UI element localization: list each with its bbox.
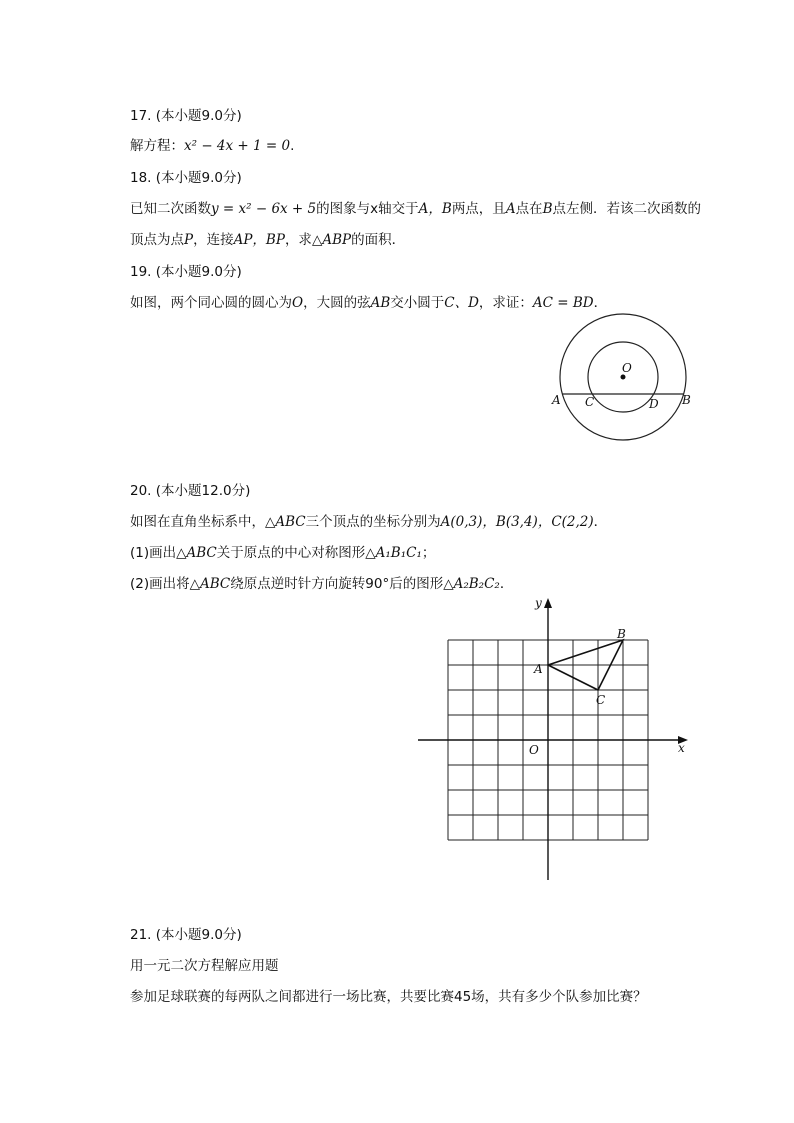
q20-math: △A₁B₁C₁ xyxy=(365,545,422,561)
q18-math: △ABP xyxy=(311,232,352,248)
q18-text: 的面积． xyxy=(351,232,406,248)
q21-line1: 用一元二次方程解应用题 xyxy=(130,958,279,974)
q19-concentric-circles-figure xyxy=(545,310,705,445)
q18-math: B xyxy=(542,201,553,217)
q17-header: 17. (本小题9.0分) xyxy=(130,108,242,124)
label-c: C xyxy=(585,395,595,409)
q17-text xyxy=(130,134,294,154)
q20-text: 关于原点的中心对称图形 xyxy=(216,545,366,561)
q20-text: (1)画出 xyxy=(130,545,177,561)
q19-math: O xyxy=(292,295,304,311)
q18-text: ，求 xyxy=(284,232,312,248)
q20-text: ； xyxy=(421,545,436,561)
q20-math: △ABC xyxy=(265,514,306,530)
q18-math: AP，BP xyxy=(233,232,285,248)
label-a: A xyxy=(552,393,561,407)
q20-text: 三个顶点的坐标分别为 xyxy=(305,514,441,530)
q18-math: A，B xyxy=(418,201,452,217)
q20-text: ． xyxy=(593,514,608,530)
label-o: O xyxy=(622,361,632,375)
x-axis-label: x xyxy=(678,741,685,755)
q20-text: 如图在直角坐标系中， xyxy=(130,514,265,530)
q20-part2 xyxy=(130,572,513,592)
q18-math: A xyxy=(505,201,516,217)
q20-header: 20. (本小题12.0分) xyxy=(130,483,251,499)
q18-text: 点左侧．若该二次函数的 xyxy=(552,201,701,217)
origin-label: O xyxy=(529,743,539,757)
q20-text: ． xyxy=(499,576,514,592)
q21-line2: 参加足球联赛的每两队之间都进行一场比赛，共要比赛45场，共有多少个队参加比赛？ xyxy=(130,989,647,1005)
q20-text: (2)画出将 xyxy=(130,576,190,592)
q20-math: △ABC xyxy=(189,576,231,592)
q19-text-part: ，大圆的弦 xyxy=(303,295,371,311)
q19-text xyxy=(130,291,607,311)
q20-line1 xyxy=(130,510,607,530)
q17-suffix: . xyxy=(290,138,295,154)
point-c-label: C xyxy=(596,693,606,707)
q19-text-part: 交小圆于 xyxy=(390,295,445,311)
q19-math: AB xyxy=(370,295,391,311)
center-point xyxy=(621,375,626,380)
q21-header: 21. (本小题9.0分) xyxy=(130,927,242,943)
q20-math: △ABC xyxy=(176,545,217,561)
point-b-label: B xyxy=(617,627,626,641)
y-axis-label: y xyxy=(535,596,542,610)
q18-equation: y = x² − 6x + 5 xyxy=(211,201,317,217)
q17-equation: x² − 4x + 1 = 0 xyxy=(184,138,291,154)
q19-header: 19. (本小题9.0分) xyxy=(130,264,242,280)
q18-text: 顶点为点 xyxy=(130,232,184,248)
q18-text: 的图象与x轴交于 xyxy=(316,201,419,217)
q18-text: 两点，且 xyxy=(451,201,506,217)
q18-header: 18. (本小题9.0分) xyxy=(130,170,242,186)
q19-text-part: ． xyxy=(593,295,608,311)
q20-coordinate-grid-figure xyxy=(410,590,700,885)
label-d: D xyxy=(649,397,659,411)
q19-math: C、D xyxy=(444,295,479,311)
y-axis-arrow-icon xyxy=(544,598,552,608)
q18-math: P xyxy=(184,232,194,248)
q19-text-part: ，求证： xyxy=(478,295,533,311)
point-a-label: A xyxy=(534,662,543,676)
q18-line2 xyxy=(130,228,405,248)
q19-math: AC = BD xyxy=(532,295,594,311)
q19-text-part: 如图，两个同心圆的圆心为 xyxy=(130,295,292,311)
q20-text: 绕原点逆时针方向旋转90°后的图形 xyxy=(230,576,444,592)
q20-math: A(0,3)，B(3,4)，C(2,2) xyxy=(440,514,594,530)
q17-prefix: 解方程： xyxy=(130,138,184,154)
q20-part1 xyxy=(130,541,435,561)
q18-text: 点在 xyxy=(515,201,543,217)
label-b: B xyxy=(682,393,691,407)
q18-line1 xyxy=(130,197,701,217)
q18-text: 已知二次函数 xyxy=(130,201,211,217)
q18-text: ，连接 xyxy=(193,232,234,248)
q20-math: △A₂B₂C₂ xyxy=(443,576,500,592)
